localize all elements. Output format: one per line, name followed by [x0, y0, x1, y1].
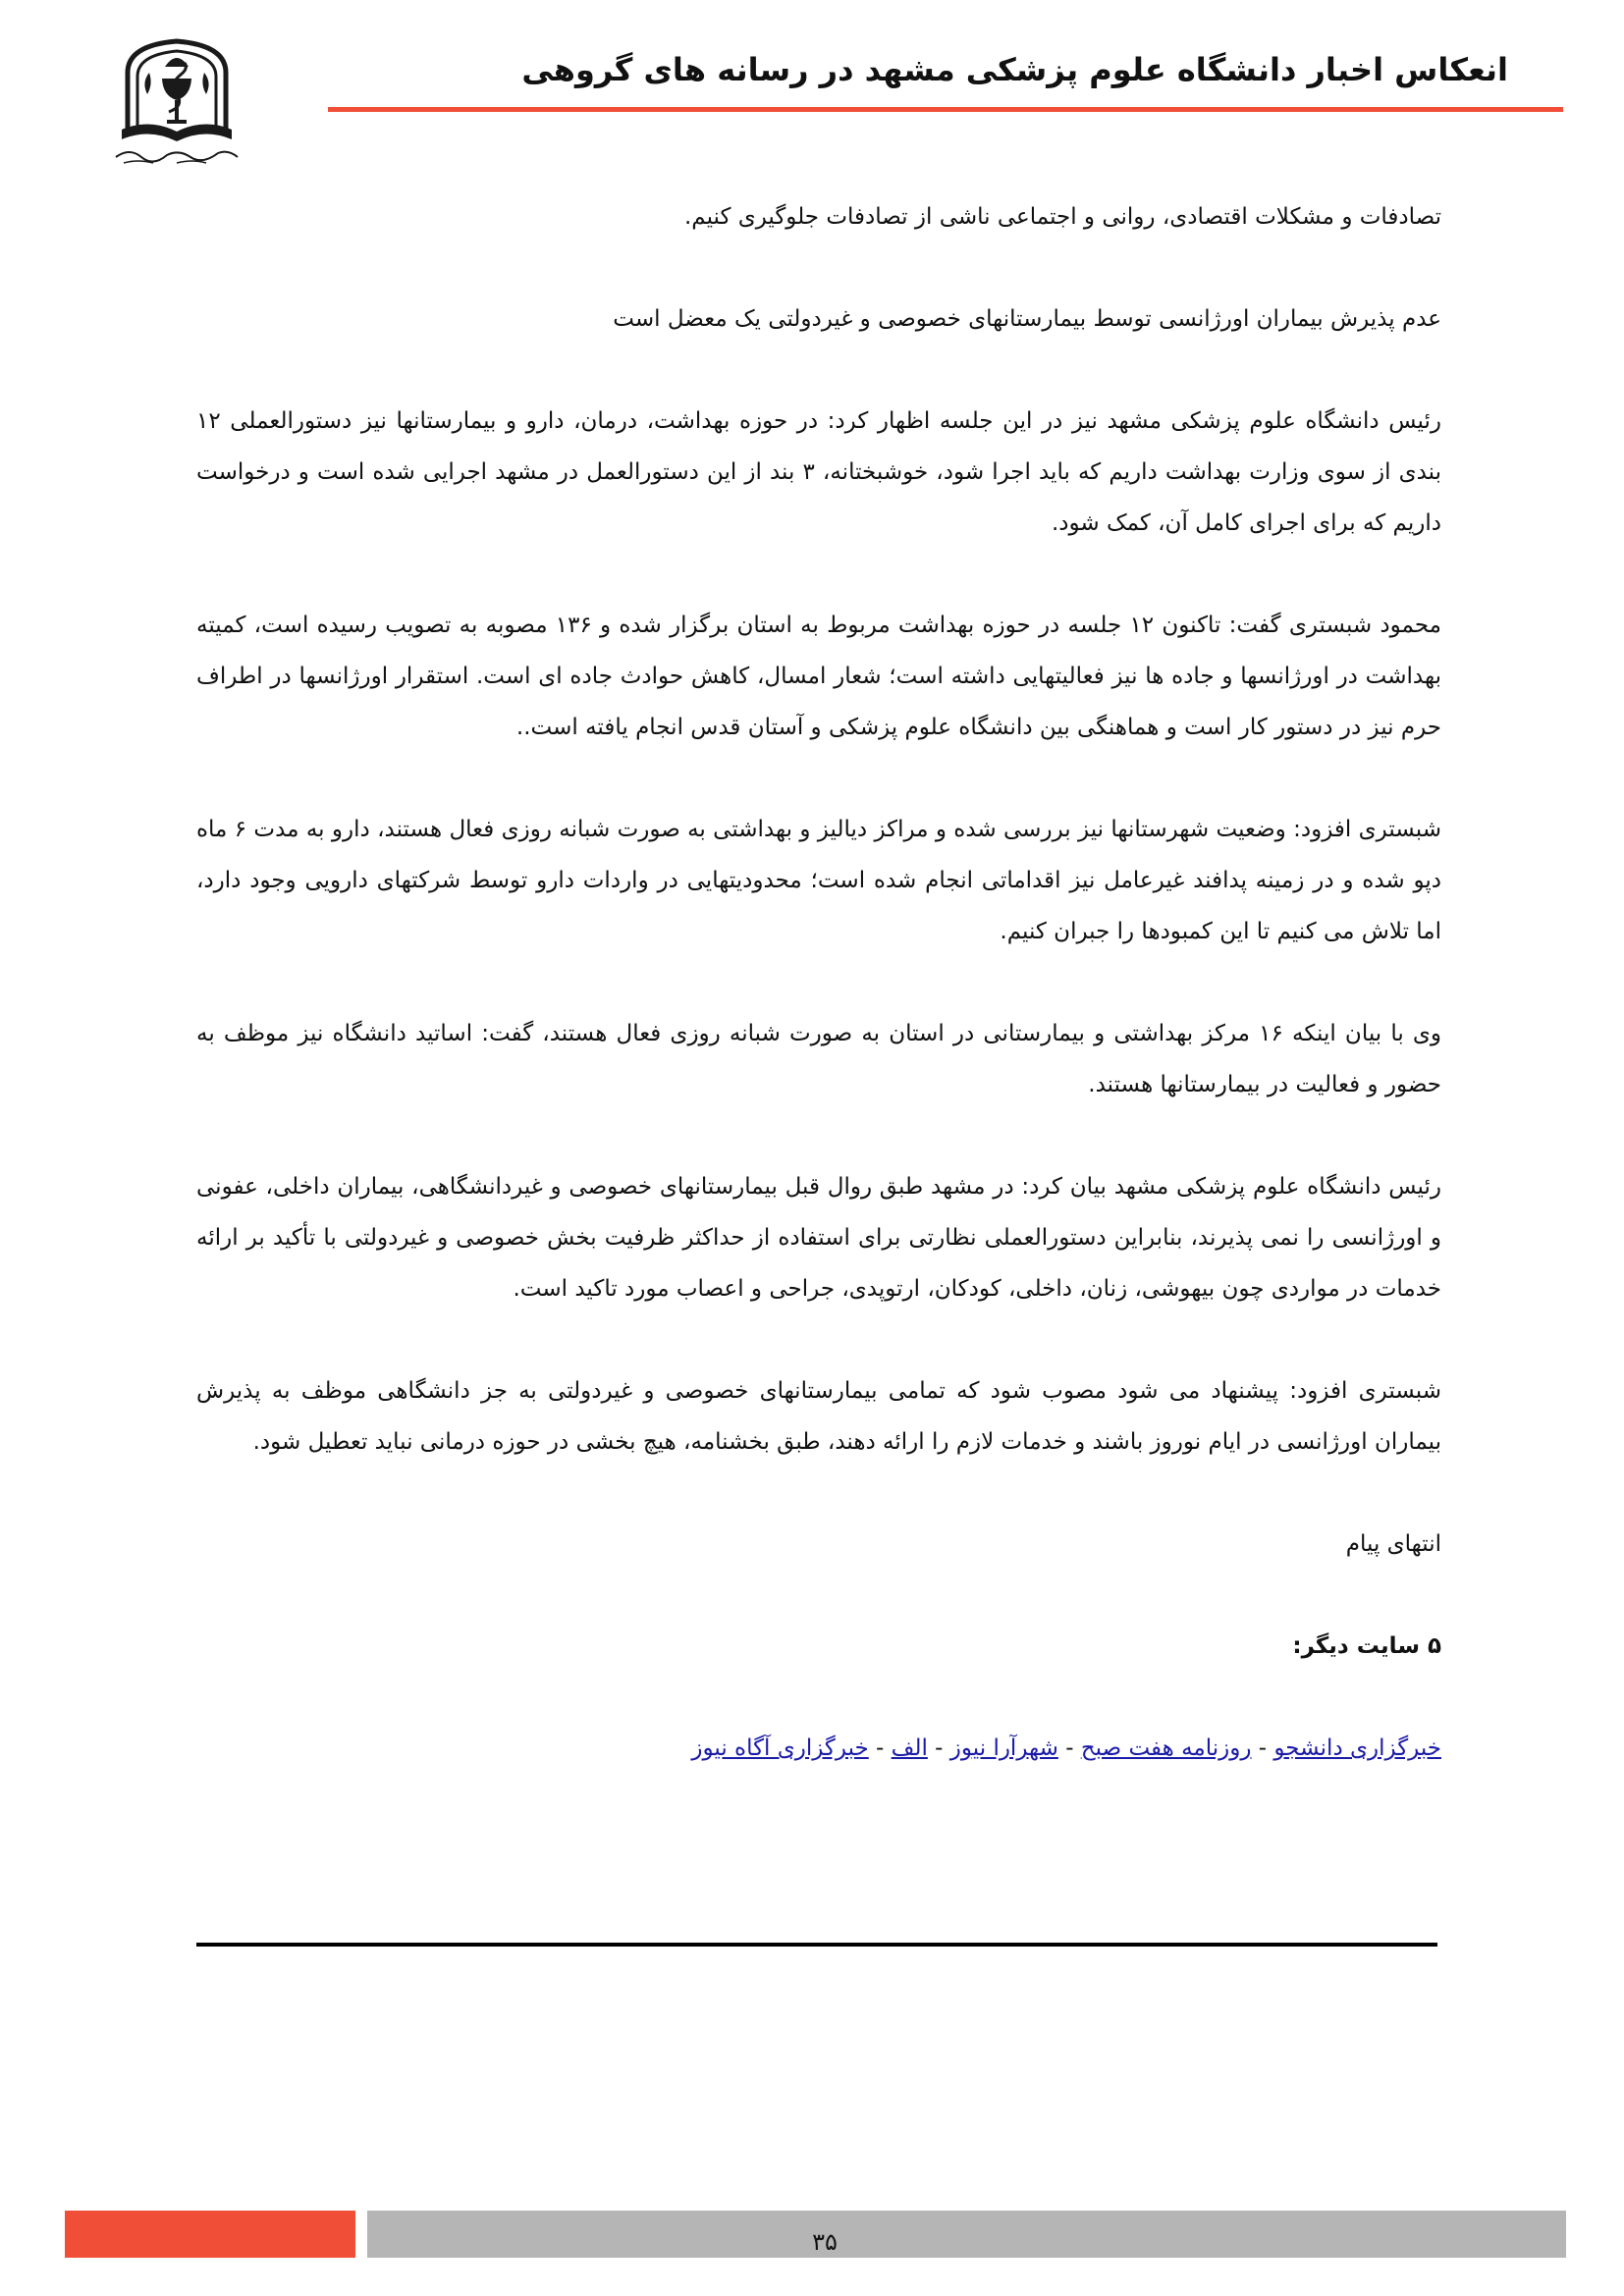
link-separator: -	[1057, 1735, 1081, 1761]
paragraph: رئیس دانشگاه علوم پزشکی مشهد نیز در این جلسه اظهار کرد: در حوزه بهداشت، درمان، دارو و بیمارستانها نیز دستورالعملی ۱۲ بندی از سوی وزارت بهداشت داریم که باید اجرا شود، خوشبختانه، ۳ بند از این دستورالعمل در مشهد اجرایی شده است و درخواست داریم که برای اجرای کامل آن، کمک شود.	[196, 408, 1441, 536]
paragraph: عدم پذیرش بیماران اورژانسی توسط بیمارستانهای خصوصی و غیردولتی یک معضل است	[613, 306, 1441, 332]
paragraph: شبستری افزود: وضعیت شهرستانها نیز بررسی شده و مراکز دیالیز و بهداشتی به صورت شبانه روزی فعال هستند، دارو به مدت ۶ ماه دپو شده و در زمینه پدافند غیرعامل نیز اقداماتی انجام شده است؛ محدودیتهایی در واردات دارو توسط شرکتهای دارویی وجود دارد، اما تلاش می کنیم تا این کمبودها را جبران کنیم.	[196, 817, 1441, 944]
source-link-daneshjoo[interactable]: خبرگزاری دانشجو	[1273, 1735, 1441, 1761]
paragraph: تصادفات و مشکلات اقتصادی، روانی و اجتماعی ناشی از تصادفات جلوگیری کنیم.	[683, 204, 1441, 230]
page-header-title: انعکاس اخبار دانشگاه علوم پزشکی مشهد در رسانه های گروهی	[521, 51, 1508, 88]
header-divider	[328, 107, 1563, 112]
source-links	[196, 1723, 1441, 1774]
paragraph: محمود شبستری گفت: تاکنون ۱۲ جلسه در حوزه بهداشت مربوط به استان برگزار شده و ۱۳۶ مصوبه به تصویب رسیده است، کمیته بهداشت در اورژانسها و جاده ها نیز فعالیتهایی داشته است؛ شعار امسال، کاهش حوادث جاده ای است. استقرار اورژانسها در اطراف حرم نیز در دستور کار است و هماهنگی بین دانشگاه علوم پزشکی و آستان قدس انجام یافته است..	[196, 613, 1441, 740]
paragraph: وی با بیان اینکه ۱۶ مرکز بهداشتی و بیمارستانی در استان به صورت شبانه روزی فعال هستند، گفت: اساتید دانشگاه نیز موظف به حضور و فعالیت در بیمارستانها هستند.	[196, 1021, 1441, 1097]
paragraph: رئیس دانشگاه علوم پزشکی مشهد بیان کرد: در مشهد طبق روال قبل بیمارستانهای خصوصی و غیردانشگاهی، بیماران داخلی، عفونی و اورژانسی را نمی پذیرند، بنابراین دستورالعملی نظارتی برای استفاده از حداکثر ظرفیت بخش خصوصی و غیردولتی با تأکید بر ارائه خدمات در مواردی چون بیهوشی، زنان، داخلی، کودکان، ارتوپدی، جراحی و اعصاب مورد تاکید است.	[196, 1174, 1441, 1302]
link-separator: -	[1251, 1735, 1274, 1761]
source-link-agahnews[interactable]: خبرگزاری آگاه نیوز	[691, 1735, 869, 1761]
source-link-shahraranews[interactable]: شهرآرا نیوز	[949, 1735, 1058, 1761]
other-sources-heading: ۵ سایت دیگر:	[1292, 1633, 1441, 1659]
article-body	[196, 191, 1441, 1825]
page-number: ۳۵	[812, 2228, 838, 2256]
paragraph: شبستری افزود: پیشنهاد می شود مصوب شود که تمامی بیمارستانهای خصوصی و غیردولتی به جز دانشگاهی موظف به پذیرش بیماران اورژانسی در ایام نوروز باشند و خدمات لازم را ارائه دهند، طبق بخشنامه، هیچ بخشی در حوزه درمانی نباید تعطیل شود.	[196, 1378, 1441, 1455]
source-link-alef[interactable]: الف	[891, 1735, 928, 1761]
university-emblem-icon	[108, 35, 245, 168]
link-separator: -	[868, 1735, 892, 1761]
link-separator: -	[927, 1735, 950, 1761]
source-link-haft-sobh[interactable]: روزنامه هفت صبح	[1080, 1735, 1252, 1761]
end-of-article-divider	[196, 1943, 1437, 1947]
footer-bar	[367, 2211, 1566, 2258]
university-logo	[108, 35, 245, 168]
footer-accent-bar	[65, 2211, 355, 2258]
end-of-message: انتهای پیام	[1345, 1531, 1441, 1557]
